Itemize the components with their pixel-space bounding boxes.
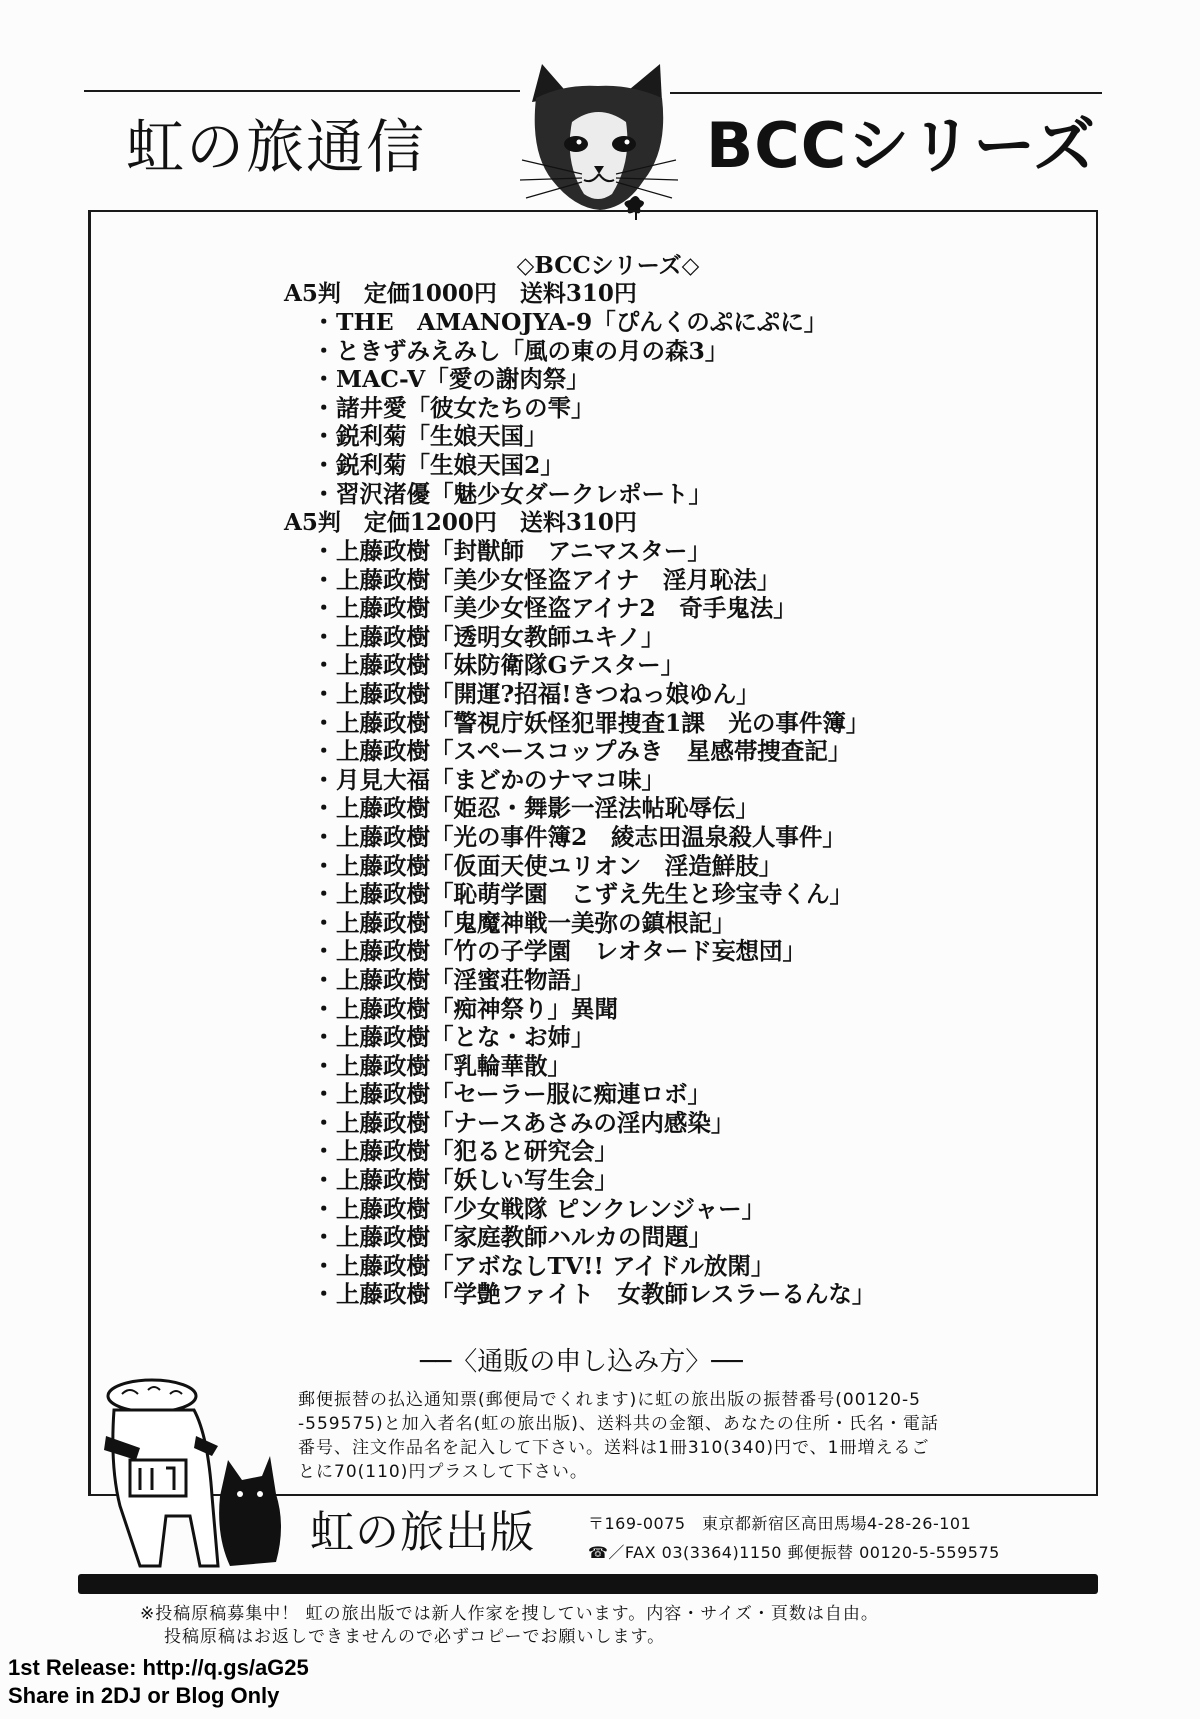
list-item: ・上藤政樹「乳輪華散」 <box>312 1051 571 1080</box>
list-item: ・上藤政樹「犯ると研究会」 <box>312 1137 618 1166</box>
order-line: とに70(110)円プラスして下さい。 <box>298 1462 588 1482</box>
list-item: ・ときずみえみし「風の東の月の森3」 <box>312 336 729 365</box>
list-item: ・上藤政樹「開運?招福!きつねっ娘ゆん」 <box>312 679 760 708</box>
list-item: ・上藤政樹「美少女怪盗アイナ2 奇手鬼法」 <box>312 594 797 623</box>
order-line: 郵便振替の払込通知票(郵便局でくれます)に虹の旅出版の振替番号(00120-5 <box>298 1390 921 1410</box>
publisher-logo: 虹の旅出版 <box>310 1507 535 1558</box>
price-line: A5判 定価1000円 送料310円 <box>284 280 637 307</box>
order-line: 番号、注文作品名を記入して下さい。送料は1冊310(340)円で、1冊増えるご <box>298 1438 930 1458</box>
order-line: -559575)と加入者名(虹の旅出版)、送料共の金額、あなたの住所・氏名・電話 <box>298 1414 939 1434</box>
list-item: ・上藤政樹「鬼魔神戦一美弥の鎮根記」 <box>312 908 736 937</box>
list-item: ・上藤政樹「とな・お姉」 <box>312 1023 595 1052</box>
list-item: ・上藤政樹「痴神祭り」異聞 <box>312 994 618 1023</box>
list-item: ・上藤政樹「仮面天使ユリオン 淫造鮮肢」 <box>312 851 783 880</box>
list-item: ・上藤政樹「美少女怪盗アイナ 淫月恥法」 <box>312 565 781 594</box>
list-item: ・上藤政樹「ナースあさみの淫内感染」 <box>312 1108 735 1137</box>
order-heading: ──〈通販の申し込み方〉── <box>420 1347 743 1377</box>
list-item: ・諸井愛「彼女たちの雫」 <box>312 393 595 422</box>
list-item: ・鋭利菊「生娘天国2」 <box>312 450 564 479</box>
list-item: ・上藤政樹「セーラー服に痴連ロボ」 <box>312 1080 712 1109</box>
list-item: ・上藤政樹「姫忍・舞影一淫法帖恥辱伝」 <box>312 794 759 823</box>
list-item: ・月見大福「まどかのナマコ味」 <box>312 765 665 794</box>
list-item: ・上藤政樹「学艶ファイト 女教師レスラーるんな」 <box>312 1280 876 1309</box>
list-item: ・鋭利菊「生娘天国」 <box>312 422 548 451</box>
header-rule-left <box>84 90 520 92</box>
list-item: ・上藤政樹「警視庁妖怪犯罪捜査1課 光の事件簿」 <box>312 708 870 737</box>
list-item: ・上藤政樹「アボなしTV!! アイドル放閑」 <box>312 1251 775 1280</box>
divider-bar <box>78 1574 1098 1594</box>
price-line: A5判 定価1200円 送料310円 <box>284 509 637 536</box>
list-item: ・習沢渚優「魅少女ダークレポート」 <box>312 479 712 508</box>
submission-notice-2: 投稿原稿はお返しできませんので必ずコピーでお願いします。 <box>164 1627 666 1647</box>
order-instructions <box>298 1388 1050 1484</box>
list-item: ・上藤政樹「少女戦隊 ピンクレンジャー」 <box>312 1194 766 1223</box>
mascot-illustration <box>100 1376 300 1576</box>
submission-notice: ※投稿原稿募集中！ 虹の旅出版では新人作家を捜しています。内容・サイズ・頁数は自由。 <box>140 1604 879 1624</box>
publisher-rule <box>300 1494 1098 1496</box>
list-item: ・THE AMANOJYA-9「ぴんくのぷにぷに」 <box>312 308 828 336</box>
list-item: ・上藤政樹「透明女教師ユキノ」 <box>312 622 665 651</box>
list-item: ・上藤政樹「妖しい写生会」 <box>312 1166 618 1195</box>
list-item: ・上藤政樹「光の事件簿2 綾志田温泉殺人事件」 <box>312 822 846 851</box>
title-list <box>312 537 875 1309</box>
newsletter-title: 虹の旅通信 <box>126 113 427 181</box>
release-note: Share in 2DJ or Blog Only <box>8 1683 280 1708</box>
list-item: ・上藤政樹「恥萌学園 こずえ先生と珍宝寺くん」 <box>312 880 853 909</box>
series-heading: ◇BCCシリーズ◇ <box>516 252 700 279</box>
header-rule-right <box>670 92 1102 94</box>
series-title: BCCシリーズ <box>706 109 1097 182</box>
release-link[interactable]: 1st Release: http://q.gs/aG25 <box>8 1655 309 1680</box>
list-item: ・上藤政樹「妹防衛隊Gテスター」 <box>312 651 685 680</box>
cat-illustration <box>512 62 682 222</box>
publisher-address: 〒169-0075 東京都新宿区高田馬場4-28-26-101 <box>588 1514 972 1533</box>
title-list <box>312 308 827 508</box>
list-item: ・上藤政樹「淫蜜荘物語」 <box>312 965 595 994</box>
list-item: ・上藤政樹「スペースコップみき 星感帯捜査記」 <box>312 737 852 766</box>
list-item: ・上藤政樹「家庭教師ハルカの問題」 <box>312 1223 712 1252</box>
list-item: ・上藤政樹「封獣師 アニマスター」 <box>312 537 711 565</box>
list-item: ・MAC-V「愛の謝肉祭」 <box>312 365 590 394</box>
list-item: ・上藤政樹「竹の子学園 レオタード妄想団」 <box>312 937 806 966</box>
publisher-phone: ☎／FAX 03(3364)1150 郵便振替 00120-5-559575 <box>588 1543 1000 1562</box>
